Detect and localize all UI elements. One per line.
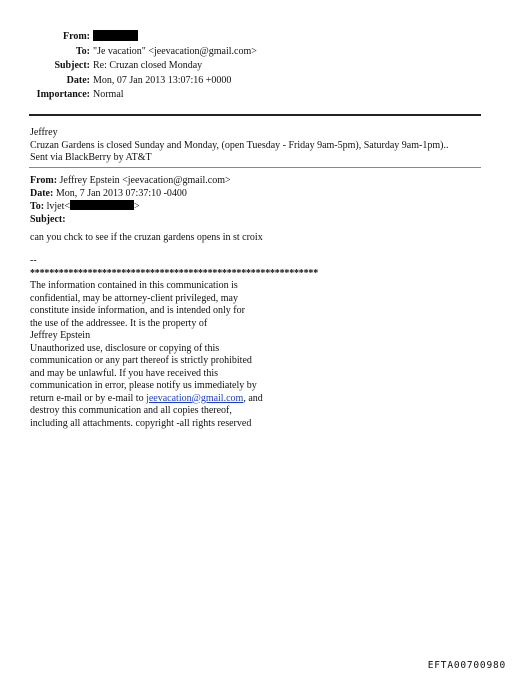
original-date-label: Date: bbox=[30, 187, 54, 199]
disclaimer-line: including all attachments. copyright -all rights reserved bbox=[30, 417, 252, 429]
disclaimer-line: communication in error, please notify us immediately by bbox=[30, 380, 257, 391]
original-to-row bbox=[30, 200, 231, 214]
original-body bbox=[30, 232, 263, 245]
return-suffix: , and bbox=[243, 392, 263, 404]
disclaimer-line: and may be unlawful. If you have received this bbox=[30, 367, 218, 379]
date-value: Mon, 07 Jan 2013 13:07:16 +0000 bbox=[93, 74, 232, 86]
original-date-row bbox=[30, 188, 231, 201]
quote-divider bbox=[29, 167, 481, 168]
header-divider bbox=[29, 114, 481, 116]
importance-label: Importance: bbox=[36, 89, 90, 100]
original-to-label: To: bbox=[30, 201, 45, 212]
header-to-row bbox=[0, 45, 512, 60]
date-label: Date: bbox=[66, 74, 90, 86]
disclaimer bbox=[30, 255, 318, 430]
disclaimer-line: confidential, may be attorney-client privileged, may bbox=[30, 292, 238, 304]
original-to-suffix: > bbox=[134, 201, 140, 212]
original-from-label: From: bbox=[30, 175, 58, 186]
importance-value: Normal bbox=[93, 89, 124, 100]
header-importance-row bbox=[0, 88, 512, 103]
original-date-value: Mon, 7 Jan 2013 07:37:10 -0400 bbox=[53, 187, 187, 199]
disclaimer-line: communication or any part thereof is strictly prohibited bbox=[30, 355, 252, 366]
disclaimer-line: the use of the addressee. It is the property of bbox=[30, 317, 208, 329]
return-prefix: return e-mail or by e-mail to bbox=[30, 392, 147, 404]
disclaimer-line: destroy this communication and all copies thereof, bbox=[30, 405, 232, 416]
signature-dashes: -- bbox=[30, 255, 37, 266]
from-label: From: bbox=[62, 31, 90, 42]
to-label: To: bbox=[75, 45, 90, 57]
header-date-row bbox=[0, 74, 512, 89]
reply-body bbox=[30, 127, 448, 165]
reply-line: Sent via BlackBerry by AT&T bbox=[30, 152, 152, 163]
subject-label: Subject: bbox=[54, 60, 90, 71]
header-from-row bbox=[0, 30, 512, 45]
disclaimer-line: Jeffrey Epstein bbox=[30, 330, 91, 341]
original-subject-label: Subject: bbox=[30, 213, 66, 225]
original-body-text: can you chck to see if the cruzan gardens opens in st croix bbox=[30, 232, 263, 243]
to-value: "Je vacation" <jeevacation@gmail.com> bbox=[93, 45, 257, 57]
original-to-prefix: lvjet< bbox=[44, 201, 71, 212]
header-subject-row bbox=[0, 59, 512, 74]
reply-line: Jeffrey bbox=[30, 127, 58, 138]
reply-line: Cruzan Gardens is closed Sunday and Monday, (open Tuesday - Friday 9am-5pm), Saturday 9am-1pm).. bbox=[30, 139, 449, 151]
from-redaction bbox=[93, 30, 138, 46]
original-header bbox=[30, 175, 231, 226]
original-subject-row bbox=[30, 214, 231, 227]
original-from-value: Jeffrey Epstein <jeevacation@gmail.com> bbox=[57, 175, 231, 186]
email-link[interactable]: jeevacation@gmail.com bbox=[146, 392, 244, 404]
disclaimer-line: Unauthorized use, disclosure or copying of this bbox=[30, 342, 220, 354]
email-header bbox=[0, 30, 512, 103]
star-separator: ************************************************************ bbox=[30, 267, 319, 279]
bates-number: EFTA00700980 bbox=[427, 660, 506, 671]
original-from-row bbox=[30, 175, 231, 188]
disclaimer-line: The information contained in this communication is bbox=[30, 280, 238, 291]
disclaimer-line: constitute inside information, and is intended only for bbox=[30, 305, 245, 316]
subject-value: Re: Cruzan closed Monday bbox=[93, 60, 203, 71]
disclaimer-return-line bbox=[30, 393, 318, 406]
to-redaction bbox=[70, 200, 134, 210]
